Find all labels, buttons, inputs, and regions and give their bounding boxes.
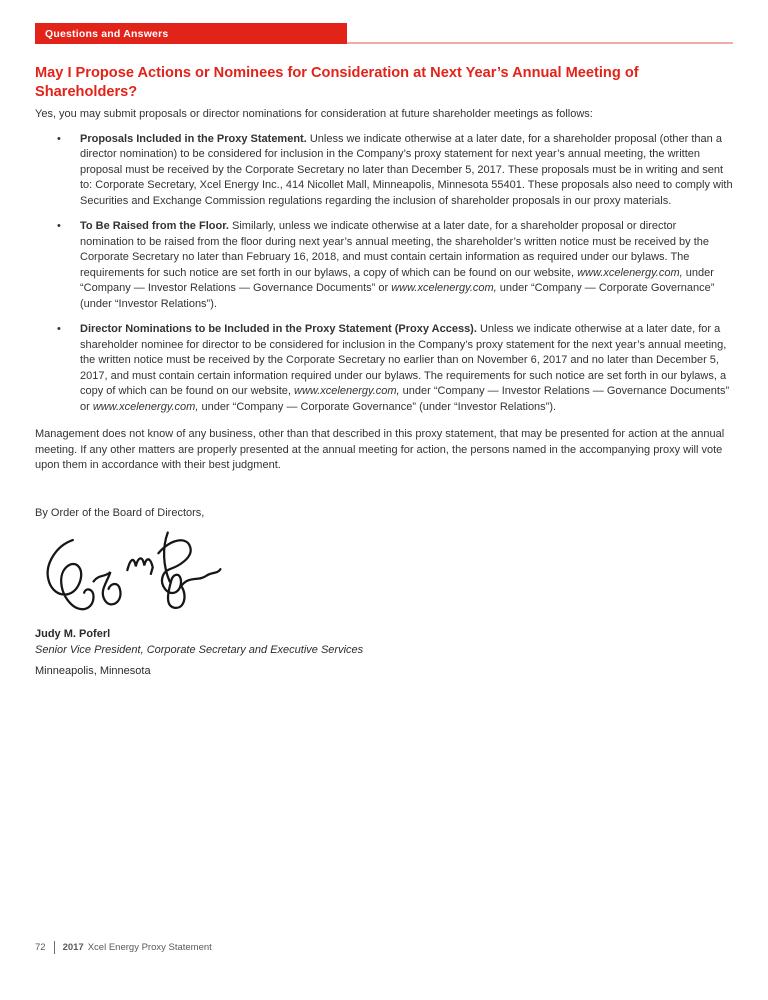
footer-divider: [54, 941, 55, 954]
page-number: 72: [35, 942, 46, 953]
section-banner-label: Questions and Answers: [45, 27, 169, 40]
closing-paragraph: Management does not know of any business, other than that described in this proxy statement, that may be presented for action at the annual meeting. If any other matters are properly presented at the annual meeting for action, the persons named in the accompanying proxy will vote upon them in accordance with their best judgment.: [35, 428, 725, 471]
bullet-marker: •: [57, 323, 61, 335]
signature-image: [38, 525, 228, 619]
section-header: [35, 23, 733, 44]
bullet-text: Director Nominations to be Included in the Proxy Statement (Proxy Access). Unless we indicate otherwise at a later date, for a shareholder nominee for director to be considered for inclusion in the Company’s proxy statement for the next year’s annual meeting, the written notice must be received by the Corporate Secretary no earlier than on November 6, 2017 and no later than December 5, 2017, and must contain certain information required under our bylaws. The requirements for such notice are set forth in our bylaws, a copy of which can be found on our website, www.xcelenergy.com, under “Company — Investor Relations — Governance Documents” or www.xcelenergy.com, under “Company — Corporate Governance” (under “Investor Relations”).: [80, 323, 730, 413]
bullet-item-raised-from-floor: [35, 219, 733, 312]
section-banner: [35, 23, 347, 44]
bullet-text: To Be Raised from the Floor. Similarly, unless we indicate otherwise at a later date, for a shareholder proposal or director nomination to be raised from the floor during next year’s annual meeting, the shareholder’s written notice must be received by the Corporate Secretary no later than February 16, 2018, and must contain certain information as required under our bylaws. The requirements for such notice are set forth in our bylaws, a copy of which can be found on our website, www.xcelenergy.com, under “Company — Investor Relations — Governance Documents” or www.xcelenergy.com, under “Company — Corporate Governance” (under “Investor Relations”).: [80, 220, 715, 310]
bullet-marker: •: [57, 132, 61, 145]
signoff-line: By Order of the Board of Directors,: [35, 506, 205, 519]
footer-doc-title: Xcel Energy Proxy Statement: [87, 942, 212, 953]
signatory-title: Senior Vice President, Corporate Secretary and Executive Services: [35, 644, 364, 656]
bullet-list: [35, 132, 733, 416]
question-heading: May I Propose Actions or Nominees for Consideration at Next Year’s Annual Meeting of Shareholders?: [35, 65, 639, 100]
footer-year: 2017: [62, 942, 84, 953]
signatory-location: Minneapolis, Minnesota: [35, 665, 151, 677]
bullet-text: Proposals Included in the Proxy Statement. Unless we indicate otherwise at a later date, for a shareholder proposal (other than a director nomination) to be considered for inclusion in the Company’s proxy statement for next year’s annual meeting, the written proposal must be received by the Corporate Secretary no later than December 5, 2017. These proposals must be in writing and sent to: Corporate Secretary, Xcel Energy Inc., 414 Nicollet Mall, Minneapolis, Minnesota 55401. These proposals also need to comply with Securities and Exchange Commission regulations regarding the inclusion of shareholder proposals in our proxy materials.: [80, 132, 733, 207]
intro-paragraph: Yes, you may submit proposals or director nominations for consideration at future shareholder meetings as follows:: [35, 108, 593, 120]
signatory-name: Judy M. Poferl: [35, 628, 111, 640]
banner-rule: [347, 42, 733, 44]
bullet-marker: •: [57, 220, 61, 232]
bullet-item-proxy-access: [35, 322, 733, 415]
bullet-item-proxy-statement: [35, 132, 733, 210]
page-footer: [35, 941, 212, 954]
